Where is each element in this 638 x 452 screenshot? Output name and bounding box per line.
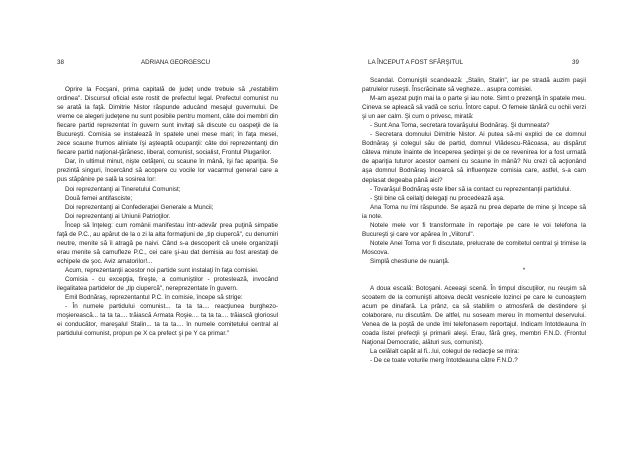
list-item: Doi reprezentanţi ai Tineretului Comunist; [65,185,181,193]
dialogue-line: - Secretara domnului Dimitrie Nistor. Ai putea să-mi explici de ce domnul Bodnăraş şi colegul său de partid, domnul Vlădescu-Răcoasa, au dispărut câteva minute înainte de începerea şedinţei şi de ce revenirea lor a fost urmată de apariţia tuturor acestor oameni cu scaune în mână? Nu crezi că acţionând aşa domnul Bodnăraş încearcă să influenţeze comisia care, astfel, s-a cam deplasat degeaba până aici? [362,131,586,184]
left-page-number: 38 [57,59,64,66]
paragraph: Dar, în ultimul minut, nişte cetăţeni, cu scaune în mână, îşi fac apariţia. Se prezintă singuri, încercând să acopere cu vocile lor vacarmul general care a pus stăpânire pe sală la sosirea lor: [57,158,278,184]
paragraph: Notele Anei Toma vor fi discutate, prelucrate de comitetul central şi trimise la Moscova. [362,239,586,256]
dialogue-line: - De ce toate voturile merg întotdeauna către F.N.D.? [370,357,518,365]
right-page [319,0,638,452]
paragraph: - În numele partidului comunist... ta ta ta.... reacţiunea burghezo-moşierească... ta ta ta.... trăiască Armata Roşie.... ta ta ta.... trăiască gloriosul ei conducător, mareşalul Stalin... ta ta ta.... în numele comitetului central al partidului comunist, propun pe X ca prefect şi pe Y ca primar." [57,303,278,338]
paragraph: Scandal. Comuniştii scandează: „Stalin, Stalin", iar pe stradă auzim paşii patrulelor ruseşti. Înscrăcinate să vegheze... asupra comisiei. [362,77,586,94]
left-body-text [57,85,278,338]
paragraph: La celălalt capăt al fi...lui, colegul de redacţie se mira: [370,348,520,356]
right-body-text [362,76,586,366]
list-item: Doi reprezentanţi ai Confederaţiei Generale a Muncii; [65,203,214,211]
list-item: Două femei antifasciste; [65,194,133,202]
section-break-mark: * [522,266,526,274]
list-item: Doi reprezentanţi ai Uniunii Patrioţilor. [65,212,171,220]
right-running-head: LA ÎNCEPUT A FOST SFÂRŞITUL [368,59,464,66]
paragraph: Notele mele vor fi transformate în reportaje pe care le voi telefona la Bucureşti şi care vor apărea în „Viitorul". [362,221,586,238]
paragraph: A doua escală: Botoşani. Aceeaşi scenă. În timpul discuţiilor, nu reuşim să scoatem de la comunişti altceva decât vesnicele lozinci pe care le cunoaştem acum pe dinafară. La prânz, ca să stabilim o atmosferă de destindere şi colaborare, nu discutăm. De altfel, nu soseam mereu în momentul deservului. Venea de la poştă de unde îmi telefonasem reportajul. Indicam întotdeauna în coada listei prefecţii şi primarii aleşi. Erau, fără greş, membri F.N.D. (Frontul Naţional Democratic, alături sus, comunist). [362,285,586,347]
paragraph: Încep să înţeleg: cum românii manifestau într-adevăr prea puţină simpatie faţă de P.C., au apărut de la o zi la alta formaţiuni de „tip ciupercă", cu denumiri neutre, menite să îi atragă pe naivi. Când s-a descoperit că unele organizaţii erau menite să camufleze P.C., cei care şi-au dat demisia au fost arestaţi de echipele de şoc. Aviz amatorilor!... [57,221,278,265]
paragraph: M-am aşezat puţin mai la o parte şi iau note. Simt o prezenţă în spatele meu. Cineva se apleacă să vadă ce scriu. Întorc capul. O femeie tânără cu ochii verzi şi un aer calm. Şi cum o privesc, mirată: [362,95,586,121]
left-running-head: ADRIANA GEORGESCU [141,59,211,66]
paragraph: Acum, reprezentanţii acestor noi partide sunt instalaţi în faţa comisiei. [65,266,259,274]
paragraph: Simplă chestiune de nuanţă. [370,257,450,265]
paragraph: Comisia - cu excepţia, fireşte, a comuniştilor - protestează, invocând ilegalitatea partidelor de „tip ciupercă", nereprezentate în guvern. [57,275,278,293]
dialogue-line: - Sunt Ana Toma, secretara tovarăşului Bodnăraş. Şi dumneata? [370,122,550,130]
dialogue-line: - Ştii bine că ceilalţi delegaţi nu procedează aşa. [370,194,505,202]
paragraph: Emil Bodnăraş, reprezentantul P.C. în comisie, începe să strige: [65,294,243,302]
paragraph: Oprire la Focşani, prima capitală de judeţ unde trebuie să „restabilim ordinea". Discursul oficial este rostit de prefectul legal. Prefectul comunist nu se arată la faţă. Dimitrie Nistor răspunde aducând mesajul guvernului. De vreme ce alegeri judeţene nu sunt posibile pentru moment, câte doi membri din fiecare partid reprezentat în guvern sunt invitaţi să discute cu oaspeţii de la Bucureşti. Comisia se instalează în spatele unei mese mari; în faţa mesei, zece scaune frumos aliniate îşi aşteaptă ocupanţii: câte doi reprezentanţi din fiecare partid naţional-ţărănesc, liberal, comunist, socialist, Frontul Plugarilor. [57,86,278,157]
right-page-number: 39 [572,59,579,66]
paragraph: Ana Toma nu îmi răspunde. Se aşază nu prea departe de mine şi începe să ia note. [362,203,586,220]
dialogue-line: - Tovarăşul Bodnăraş este liber să ia contact cu reprezentanţii partidului. [370,185,572,193]
